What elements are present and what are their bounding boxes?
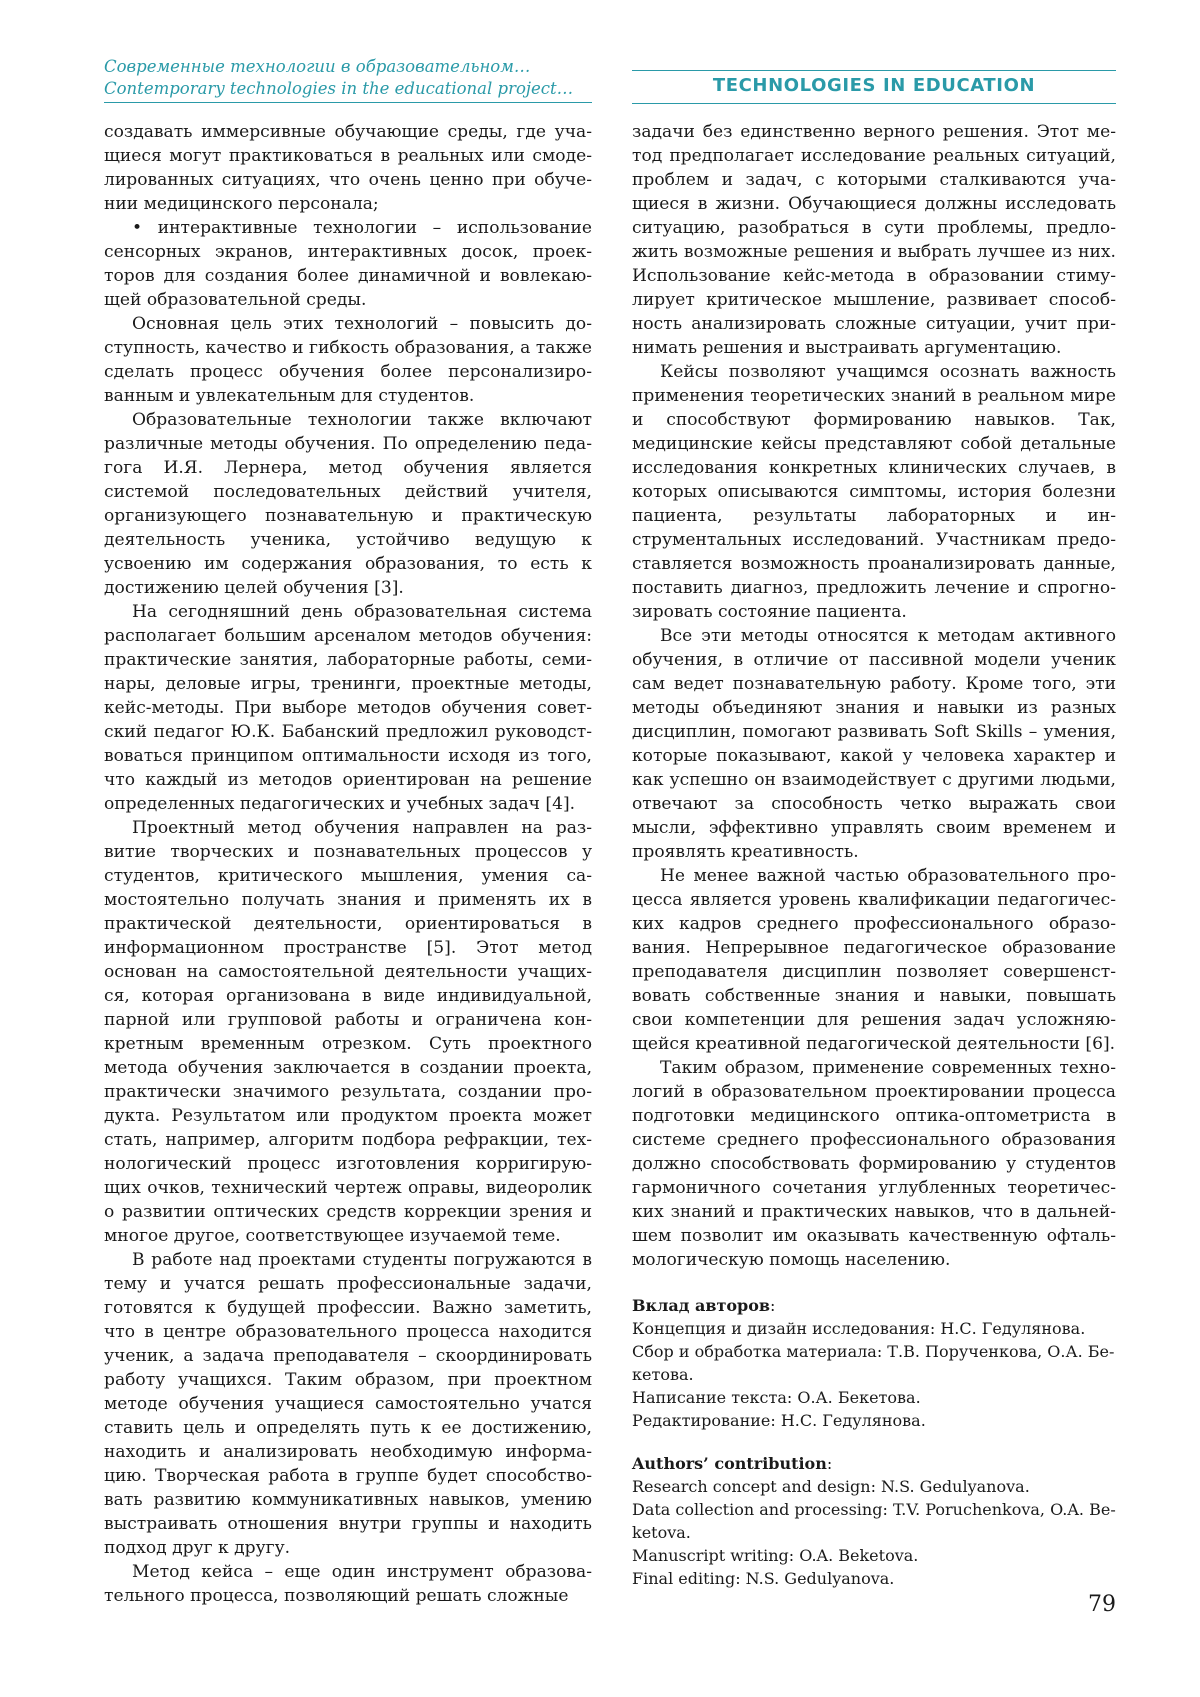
paragraph: Основная цель этих технологий – повысить доступность, качество и гибкость образования, а также сделать процесс обучения более персонализированным и увлекательным для студентов.	[104, 314, 592, 406]
paragraph: задачи без единственно верного решения. Этот метод предполагает исследование реальных ситуаций, проблем и задач, с которыми сталкиваются учащиеся в жизни. Обучающиеся должны исследовать ситуацию, разобраться в сути проблемы, предложить возможные решения и выбрать лучшее из них. Использование кейс-метода в образовании стимулирует критическое мышление, развивает способность анализировать сложные ситуации, учит принимать решения и выстраивать аргументацию.	[632, 122, 1116, 358]
paragraph: В работе над проектами студенты погружаются в тему и учатся решать профессиональные задачи, готовятся к будущей профессии. Важно заметить, что в центре образовательного процесса находится ученик, а задача преподавателя – скоординировать работу учащихся. Таким образом, при проектном методе обучения учащиеся самостоятельно учатся ставить цель и определять путь к ее достижению, находить и анализировать необходимую информацию. Творческая работа в группе будет способствовать развитию коммуникативных навыков, умению выстраивать отношения внутри группы и находить подход друг к другу.	[104, 1250, 592, 1558]
contribution-heading: Authors’ contribution	[632, 1454, 827, 1473]
right-column	[632, 120, 1116, 1590]
author-contribution-ru: Вклад авторов: Концепция и дизайн исследования: Н.С. Гедулянова. Сбор и обработка материала: Т.В. Порученкова, О.А. Бекетова. Написание текста: О.А. Бекетова. Редактирование: Н.С. Гедулянова.	[632, 1296, 1115, 1430]
contribution-line: Концепция и дизайн исследования: Н.С. Гедулянова.	[632, 1319, 1086, 1338]
paragraph: Кейсы позволяют учащимся осознать важность применения теоретических знаний в реальном мире и способствуют формированию навыков. Так, медицинские кейсы представляют собой детальные исследования конкретных клинических случаев, в которых описываются симптомы, история болезни пациента, результаты лабораторных и инструментальных исследований. Участникам предоставляется возможность проанализировать данные, поставить диагноз, предложить лечение и спрогнозировать состояние пациента.	[632, 362, 1116, 622]
contribution-line: Написание текста: О.А. Бекетова.	[632, 1388, 921, 1407]
contribution-line: Редактирование: Н.С. Гедулянова.	[632, 1411, 926, 1430]
running-header-en: Contemporary technologies in the educational project…	[104, 79, 574, 98]
paragraph: На сегодняшний день образовательная система располагает большим арсеналом методов обучения: практические занятия, лабораторные работы, семинары, деловые игры, тренинги, проектные методы, кейс-методы. При выборе методов обучения советский педагог Ю.К. Бабанский предложил руководствоваться принципом оптимальности исходя из того, что каждый из методов ориентирован на решение определенных педагогических и учебных задач [4].	[104, 602, 592, 814]
author-contribution-en: Authors’ contribution: Research concept and design: N.S. Gedulyanova. Data collection and processing: T.V. Poruchenkova, O.A. Beketova. Manuscript writing: O.A. Beketova. Final editing: N.S. Gedulyanova.	[632, 1454, 1116, 1588]
contribution-line: Data collection and processing: T.V. Poruchenkova, O.A. Beketova.	[632, 1500, 1116, 1542]
paragraph: Таким образом, применение современных технологий в образовательном проектировании процесса подготовки медицинского оптика-оптометриста в системе среднего профессионального образования должно способствовать формированию у студентов гармоничного сочетания углубленных теоретических знаний и практических навыков, что в дальнейшем позволит им оказывать качественную офтальмологическую помощь населению.	[632, 1058, 1116, 1270]
paragraph: Не менее важной частью образовательного процесса является уровень квалификации педагогических кадров среднего профессионального образования. Непрерывное педагогическое образование преподавателя дисциплин позволяет совершенствовать собственные знания и навыки, повышать свои компетенции для решения задач усложняющейся креативной педагогической деятельности [6].	[632, 866, 1116, 1054]
section-title: TECHNOLOGIES IN EDUCATION	[632, 70, 1116, 104]
contribution-line: Сбор и обработка материала: Т.В. Порученкова, О.А. Бекетова.	[632, 1342, 1115, 1384]
paragraph: Образовательные технологии также включают различные методы обучения. По определению педагога И.Я. Лернера, метод обучения является системой последовательных действий учителя, организующего познавательную и практическую деятельность ученика, устойчиво ведущую к усвоению им содержания образования, то есть к достижению целей обучения [3].	[104, 410, 592, 598]
paragraph: • интерактивные технологии – использование сенсорных экранов, интерактивных досок, проекторов для создания более динамичной и вовлекающей образовательной среды.	[104, 218, 592, 310]
paragraph: Проектный метод обучения направлен на развитие творческих и познавательных процессов у студентов, критического мышления, умения самостоятельно получать знания и применять их в практической деятельности, ориентироваться в информационном пространстве [5]. Этот метод основан на самостоятельной деятельности учащихся, которая организована в виде индивидуальной, парной или групповой работы и ограничена конкретным временным отрезком. Суть проектного метода обучения заключается в создании проекта, практически значимого результата, создании продукта. Результатом или продуктом проекта может стать, например, алгоритм подбора рефракции, технологический процесс изготовления корригирующих очков, технический чертеж оправы, видеоролик о развитии оптических средств коррекции зрения и многое другое, соответствующее изучаемой теме.	[104, 818, 592, 1246]
paragraph: Метод кейса – еще один инструмент образовательного процесса, позволяющий решать сложные	[104, 1562, 592, 1606]
left-column	[104, 120, 592, 1608]
paragraph: создавать иммерсивные обучающие среды, где учащиеся могут практиковаться в реальных или смоделированных ситуациях, что очень ценно при обучении медицинского персонала;	[104, 122, 592, 214]
running-header-left	[104, 56, 592, 103]
running-header-ru: Современные технологии в образовательном…	[104, 57, 531, 76]
contribution-line: Final editing: N.S. Gedulyanova.	[632, 1569, 895, 1588]
page-number: 79	[1088, 1592, 1116, 1617]
contribution-line: Manuscript writing: O.A. Beketova.	[632, 1546, 919, 1565]
paragraph: Все эти методы относятся к методам активного обучения, в отличие от пассивной модели ученик сам ведет познавательную работу. Кроме того, эти методы объединяют знания и навыки из разных дисциплин, помогают развивать Soft Skills – умения, которые показывают, какой у человека характер и как успешно он взаимодействует с другими людьми, отвечают за способность четко выражать свои мысли, эффективно управлять своим временем и проявлять креативность.	[632, 626, 1116, 862]
contribution-heading: Вклад авторов	[632, 1296, 771, 1315]
contribution-line: Research concept and design: N.S. Gedulyanova.	[632, 1477, 1030, 1496]
